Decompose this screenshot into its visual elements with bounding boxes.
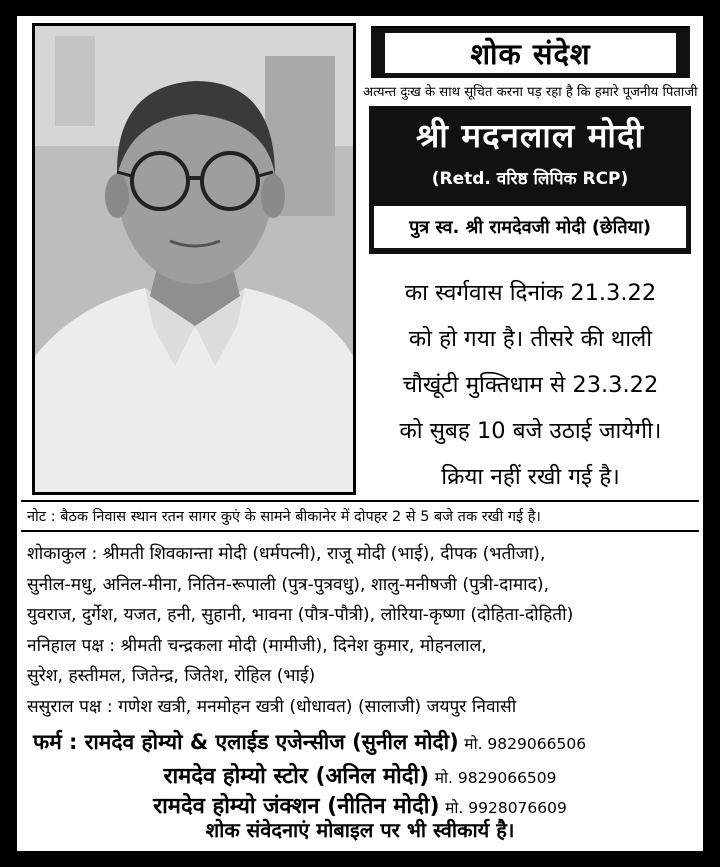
closing-line: शोक संवेदनाएं मोबाइल पर भी स्वीकार्य है। bbox=[205, 818, 515, 842]
announcement-line: को सुबह 10 बजे उठाई जायेगी। bbox=[399, 418, 662, 444]
portrait-photo bbox=[32, 23, 356, 495]
announcement-line: चौखूंटी मुक्तिधाम से 23.3.22 bbox=[402, 372, 659, 398]
firm-mobile: मो. 9829066506 bbox=[464, 735, 587, 753]
firm-mobile: मो. 9928076609 bbox=[445, 799, 567, 817]
firm-line bbox=[17, 760, 703, 790]
obituary-card bbox=[15, 14, 705, 853]
announcement-line: को हो गया है। तीसरे की थाली bbox=[408, 326, 653, 352]
announcement-line: का स्वर्गवास दिनांक 21.3.22 bbox=[404, 280, 657, 306]
family-list bbox=[27, 539, 697, 722]
firm-mobile: मो. 9829066509 bbox=[434, 769, 557, 787]
firm-name: फर्म : रामदेव होम्यो & एलाईड एजेन्सीज (सुनील मोदी) bbox=[33, 730, 459, 754]
family-line: ससुराल पक्ष : गणेश खत्री, मनमोहन खत्री (धोधावत) (सालाजी) जयपुर निवासी bbox=[27, 696, 517, 717]
intro-text: अत्यन्त दुःख के साथ सूचित करना पड़ रहा है कि हमारे पूजनीय पिताजी bbox=[363, 85, 698, 100]
announcement-line: क्रिया नहीं रखी गई है। bbox=[441, 464, 620, 490]
family-line: ननिहाल पक्ष : श्रीमती चन्द्रकला मोदी (मामीजी), दिनेश कुमार, मोहनलाल, bbox=[27, 635, 487, 656]
family-line: शोकाकुल : श्रीमती शिवकान्ता मोदी (धर्मपत्नी), राजू मोदी (भाई), दीपक (भतीजा), bbox=[27, 544, 546, 564]
family-line: युवराज, दुर्गेश, यजत, हनी, सुहानी, भावना (पौत्र-पौत्री), लोरिया-कृष्णा (दोहिता-दोहिती) bbox=[27, 605, 574, 625]
firm-name: रामदेव होम्यो स्टोर (अनिल मोदी) bbox=[163, 764, 430, 789]
firm-line bbox=[17, 728, 719, 756]
portrait-image bbox=[35, 26, 353, 492]
parentage: पुत्र स्व. श्री रामदेवजी मोदी (छेतिया) bbox=[374, 206, 686, 248]
family-line: सुनील-मधु, अनिल-मीना, नितिन-रूपाली (पुत्र-पुत्रवधु), शालु-मनीषजी (पुत्री-दामाद), bbox=[27, 574, 550, 595]
meeting-note: नोट : बैठक निवास स्थान रतन सागर कुएं के सामने बीकानेर में दोपहर 2 से 5 बजे तक रखी गई है। bbox=[21, 500, 699, 532]
designation: (Retd. वरिष्ठ लिपिक RCP) bbox=[431, 169, 629, 189]
title-banner bbox=[371, 26, 690, 78]
page-title: शोक संदेश bbox=[385, 33, 676, 73]
announcement bbox=[364, 270, 697, 500]
deceased-name: श्री मदनलाल मोदी bbox=[415, 116, 645, 155]
firm-name: रामदेव होम्यो जंक्शन (नीतिन मोदी) bbox=[153, 794, 440, 819]
family-line: सुरेश, हस्तीमल, जितेन्द्र, जितेश, रोहिल (भाई) bbox=[27, 666, 316, 686]
name-panel bbox=[369, 106, 691, 254]
